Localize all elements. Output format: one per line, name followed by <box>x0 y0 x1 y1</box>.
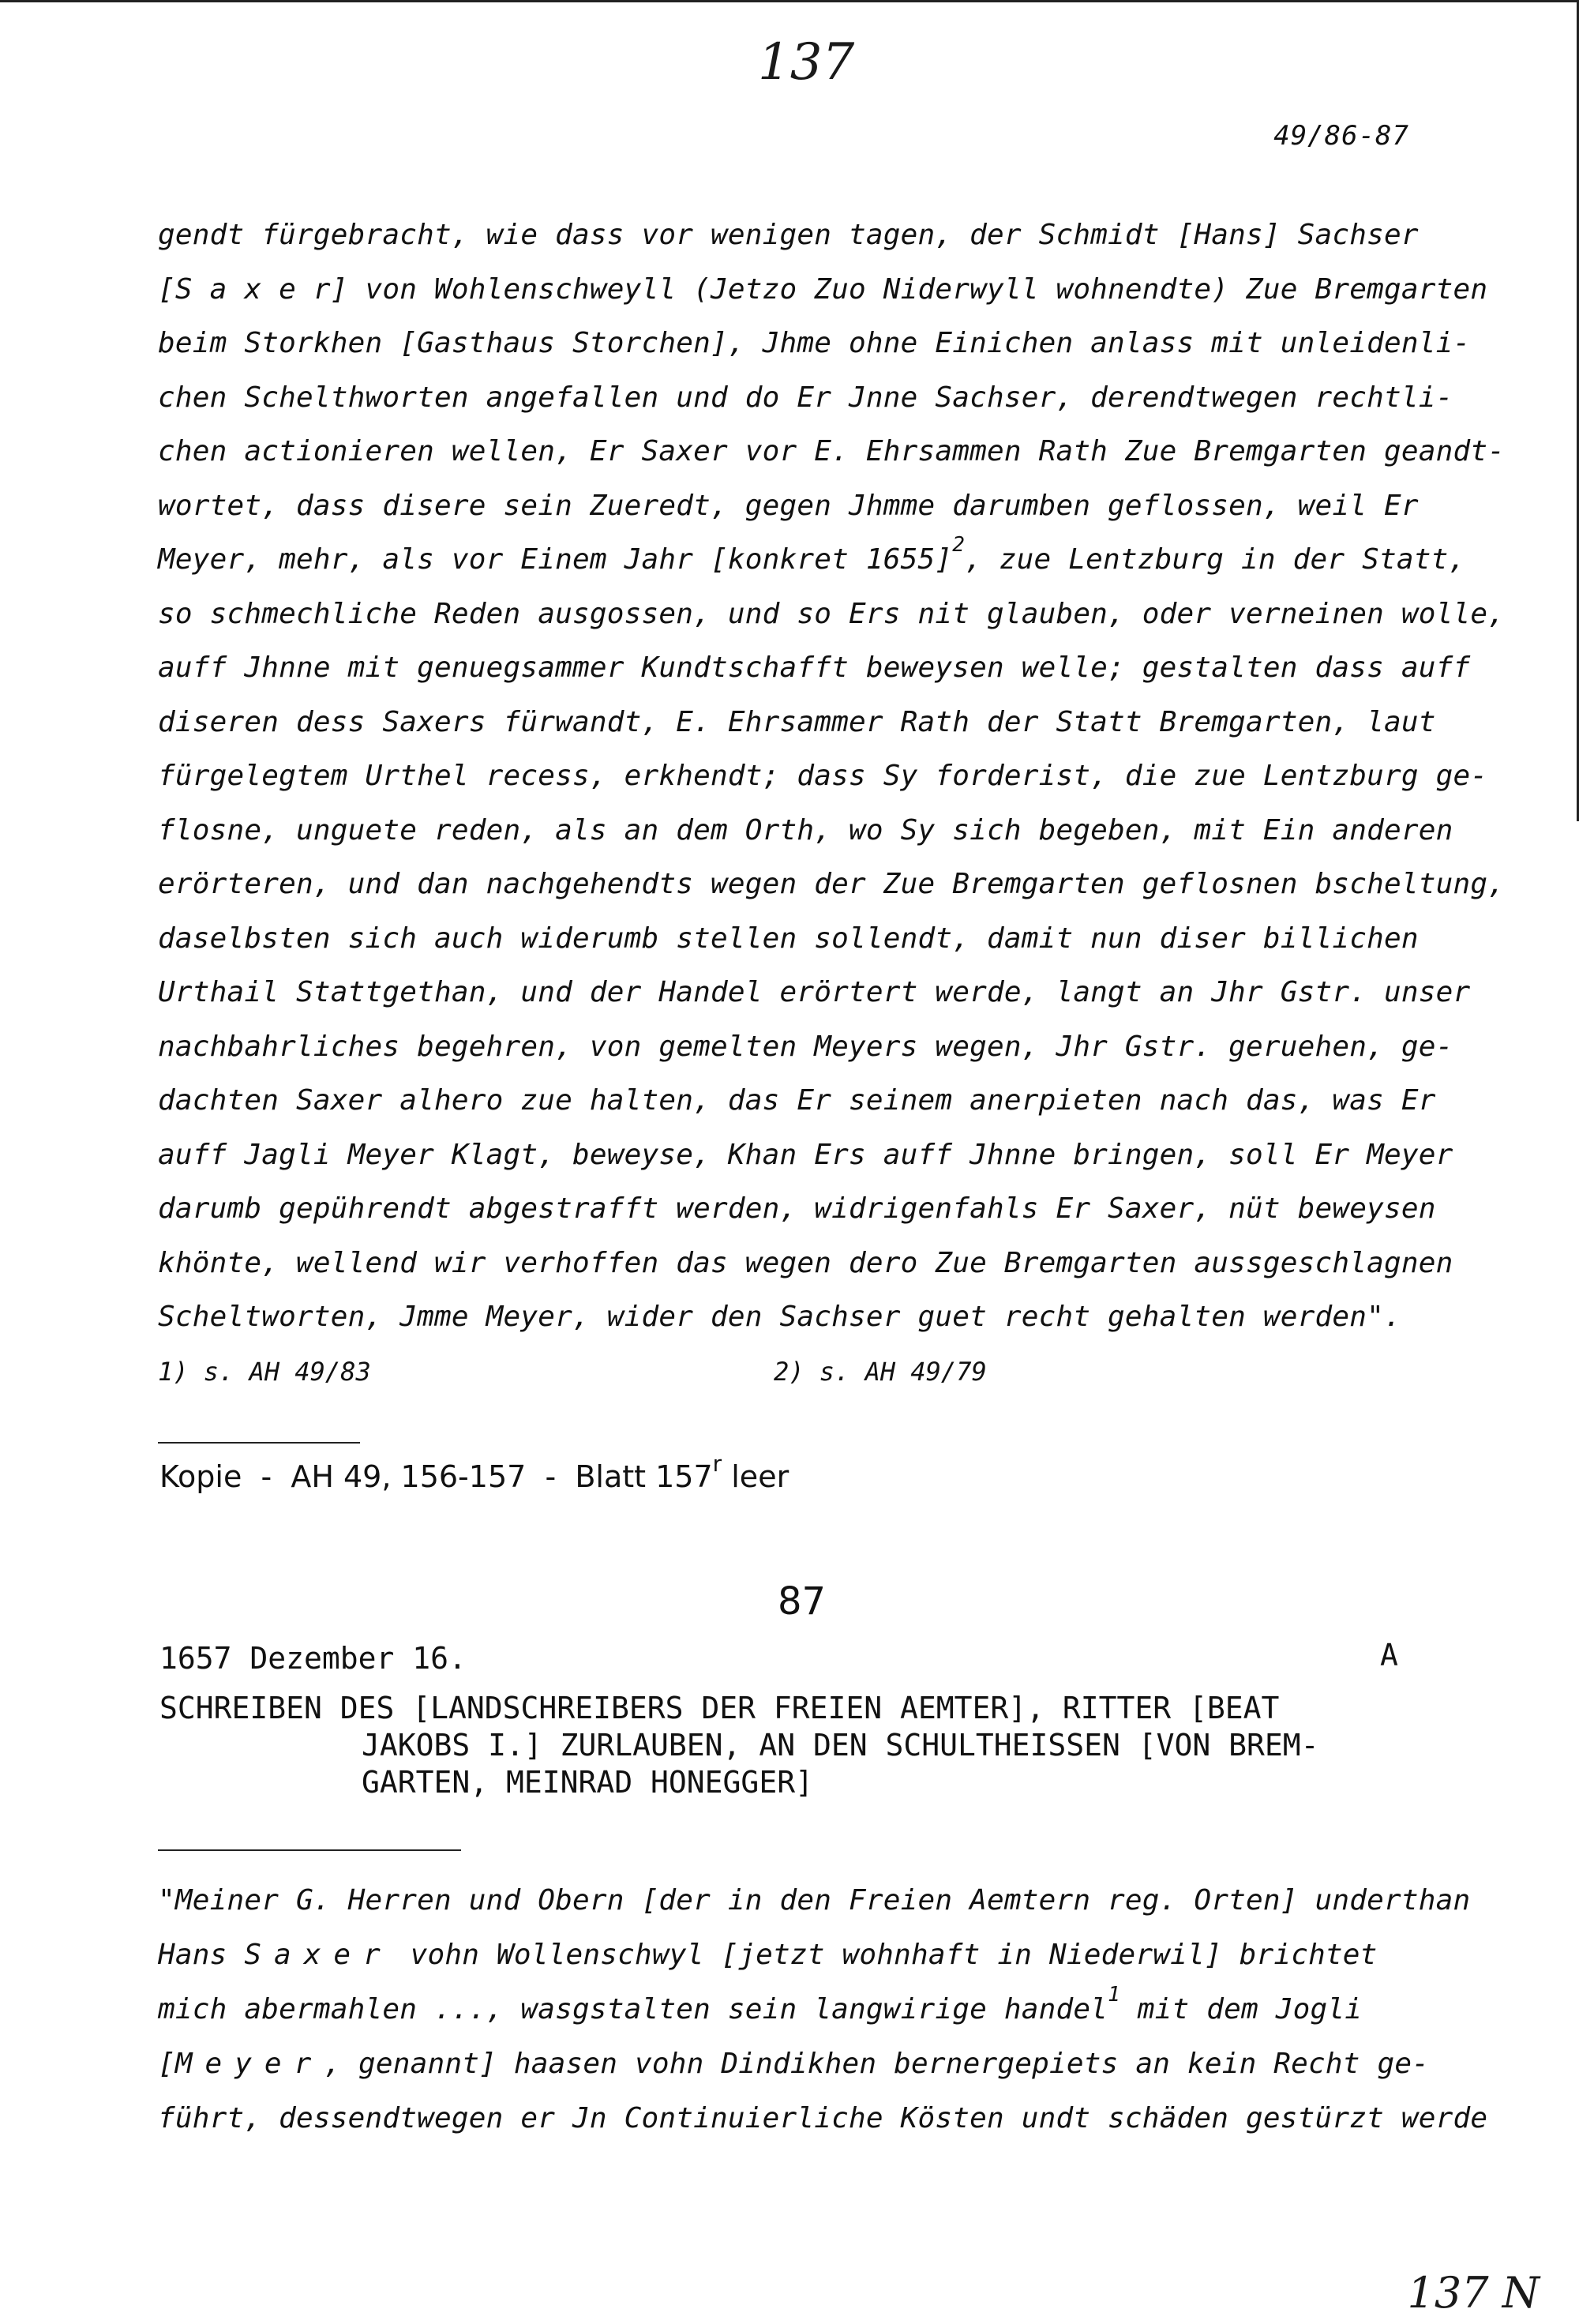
letter-text-part: mit dem Jogli <box>1120 1993 1363 2026</box>
letter-line <box>158 1983 1461 2037</box>
copy-note-sup: r <box>712 1451 722 1477</box>
body-line: darumb gepührendt abgestrafft werden, widrigenfahls Er Saxer, nüt beweysen <box>158 1192 1436 1225</box>
letter-text-part: , genannt] haasen vohn Dindikhen bernergepiets an kein Recht ge- <box>324 2048 1430 2080</box>
letter-text-part: Hans <box>158 1939 245 1971</box>
archive-reference: 49/86-87 <box>1273 120 1409 152</box>
body-line: wortet, dass disere sein Zueredt, gegen Jhmme darumben geflossen, weil Er <box>158 489 1419 522</box>
body-line: chen Schelthworten angefallen und do Er Jnne Sachser, derendtwegen rechtli- <box>158 381 1453 414</box>
body-line: dachten Saxer alhero zue halten, das Er seinem anerpieten nach das, was Er <box>158 1084 1436 1117</box>
body-line-tail: , zue Lentzburg in der Statt, <box>965 543 1466 576</box>
body-line: beim Storkhen [Gasthaus Storchen], Jhme ohne Einichen anlass mit unleidenli- <box>158 327 1471 359</box>
copy-note-tail: leer <box>722 1459 790 1494</box>
footnote-marker: 1 <box>1108 1983 1120 2007</box>
body-line: auff Jagli Meyer Klagt, beweyse, Khan Ers auff Jhnne bringen, soll Er Meyer <box>158 1138 1453 1171</box>
title-line: GARTEN, MEINRAD HONEGGER] <box>362 1765 813 1800</box>
footnote-marker: 2 <box>952 533 966 557</box>
body-line: Scheltworten, Jmme Meyer, wider den Sachser guet recht gehalten werden". <box>158 1301 1401 1333</box>
body-line-with-footnote <box>158 533 1466 588</box>
body-line: so schmechliche Reden ausgossen, und so Ers nit glauben, oder verneinen wolle, <box>158 597 1506 630</box>
body-line: erörteren, und dan nachgehendts wegen der Zue Bremgarten geflosnen bscheltung, <box>158 868 1506 900</box>
body-line: fürgelegtem Urthel recess, erkhendt; dass Sy forderist, die zue Lentzburg ge- <box>158 760 1488 792</box>
letter-text <box>158 1874 1488 2146</box>
letter-line <box>158 1928 1461 1983</box>
separator-line <box>158 1442 360 1444</box>
letter-text-part: vohn Wollenschwyl [jetzt wohnhaft in Niederwil] brichtet <box>392 1939 1378 1971</box>
handwritten-corner-mark: 137 N <box>1407 2268 1540 2318</box>
spaced-name: Meyer <box>174 2048 324 2080</box>
footnote-1: 1) s. AH 49/83 <box>158 1357 371 1387</box>
top-border-line <box>0 0 1579 2</box>
document-letter: A <box>1380 1638 1398 1673</box>
body-line: chen actionieren wellen, Er Saxer vor E. Ehrsammen Rath Zue Bremgarten geandt- <box>158 435 1506 467</box>
body-line: nachbahrliches begehren, von gemelten Meyers wegen, Jhr Gstr. geruehen, ge- <box>158 1030 1453 1063</box>
body-line: daselbsten sich auch widerumb stellen sollendt, damit nun diser billichen <box>158 922 1419 955</box>
body-line: khönte, wellend wir verhoffen das wegen dero Zue Bremgarten aussgeschlagnen <box>158 1246 1453 1279</box>
body-line: Urthail Stattgethan, und der Handel erörtert werde, langt an Jhr Gstr. unser <box>158 976 1471 1008</box>
copy-note-text: Kopie - AH 49, 156-157 - Blatt 157 <box>159 1459 713 1494</box>
title-line: SCHREIBEN DES [LANDSCHREIBERS DER FREIEN AEMTER], RITTER [BEAT <box>159 1691 1280 1725</box>
body-line: auff Jhnne mit genuegsammer Kundtschafft beweysen welle; gestalten dass auff <box>158 651 1471 684</box>
copy-note <box>159 1451 790 1494</box>
body-line: gendt fürgebracht, wie dass vor wenigen tagen, der Schmidt [Hans] Sachser <box>158 219 1419 251</box>
body-line-text: Meyer, mehr, als vor Einem Jahr [konkret 1655] <box>158 543 953 576</box>
title-line: JAKOBS I.] ZURLAUBEN, AN DEN SCHULTHEISSEN [VON BREM- <box>362 1728 1319 1763</box>
document-title <box>159 1690 1319 1801</box>
letter-line: "Meiner G. Herren und Obern [der in den Freien Aemtern reg. Orten] underthan <box>158 1884 1471 1917</box>
separator-line <box>158 1849 461 1851</box>
body-text <box>158 208 1506 1345</box>
body-line: [S a x e r] von Wohlenschweyll (Jetzo Zuo Niderwyll wohnendte) Zue Bremgarten <box>158 272 1488 306</box>
body-line: diseren dess Saxers fürwandt, E. Ehrsammer Rath der Statt Bremgarten, laut <box>158 705 1436 738</box>
letter-text-part: mich abermahlen ..., wasgstalten sein langwirige handel <box>158 1993 1108 2026</box>
footnote-2: 2) s. AH 49/79 <box>774 1357 987 1387</box>
letter-text-part: [ <box>158 2048 175 2080</box>
body-line: flosne, unguete reden, als an dem Orth, wo Sy sich begeben, mit Ein anderen <box>158 813 1453 847</box>
spaced-name: Saxer <box>244 1939 393 1971</box>
document-number: 87 <box>778 1579 827 1624</box>
letter-line: führt, dessendtwegen er Jn Continuierliche Kösten undt schäden gestürzt werde <box>158 2102 1488 2134</box>
letter-line <box>158 2037 1461 2092</box>
footnotes <box>158 1357 1461 1387</box>
handwritten-folio-number: 137 <box>758 33 855 92</box>
document-date: 1657 Dezember 16. <box>159 1641 467 1676</box>
